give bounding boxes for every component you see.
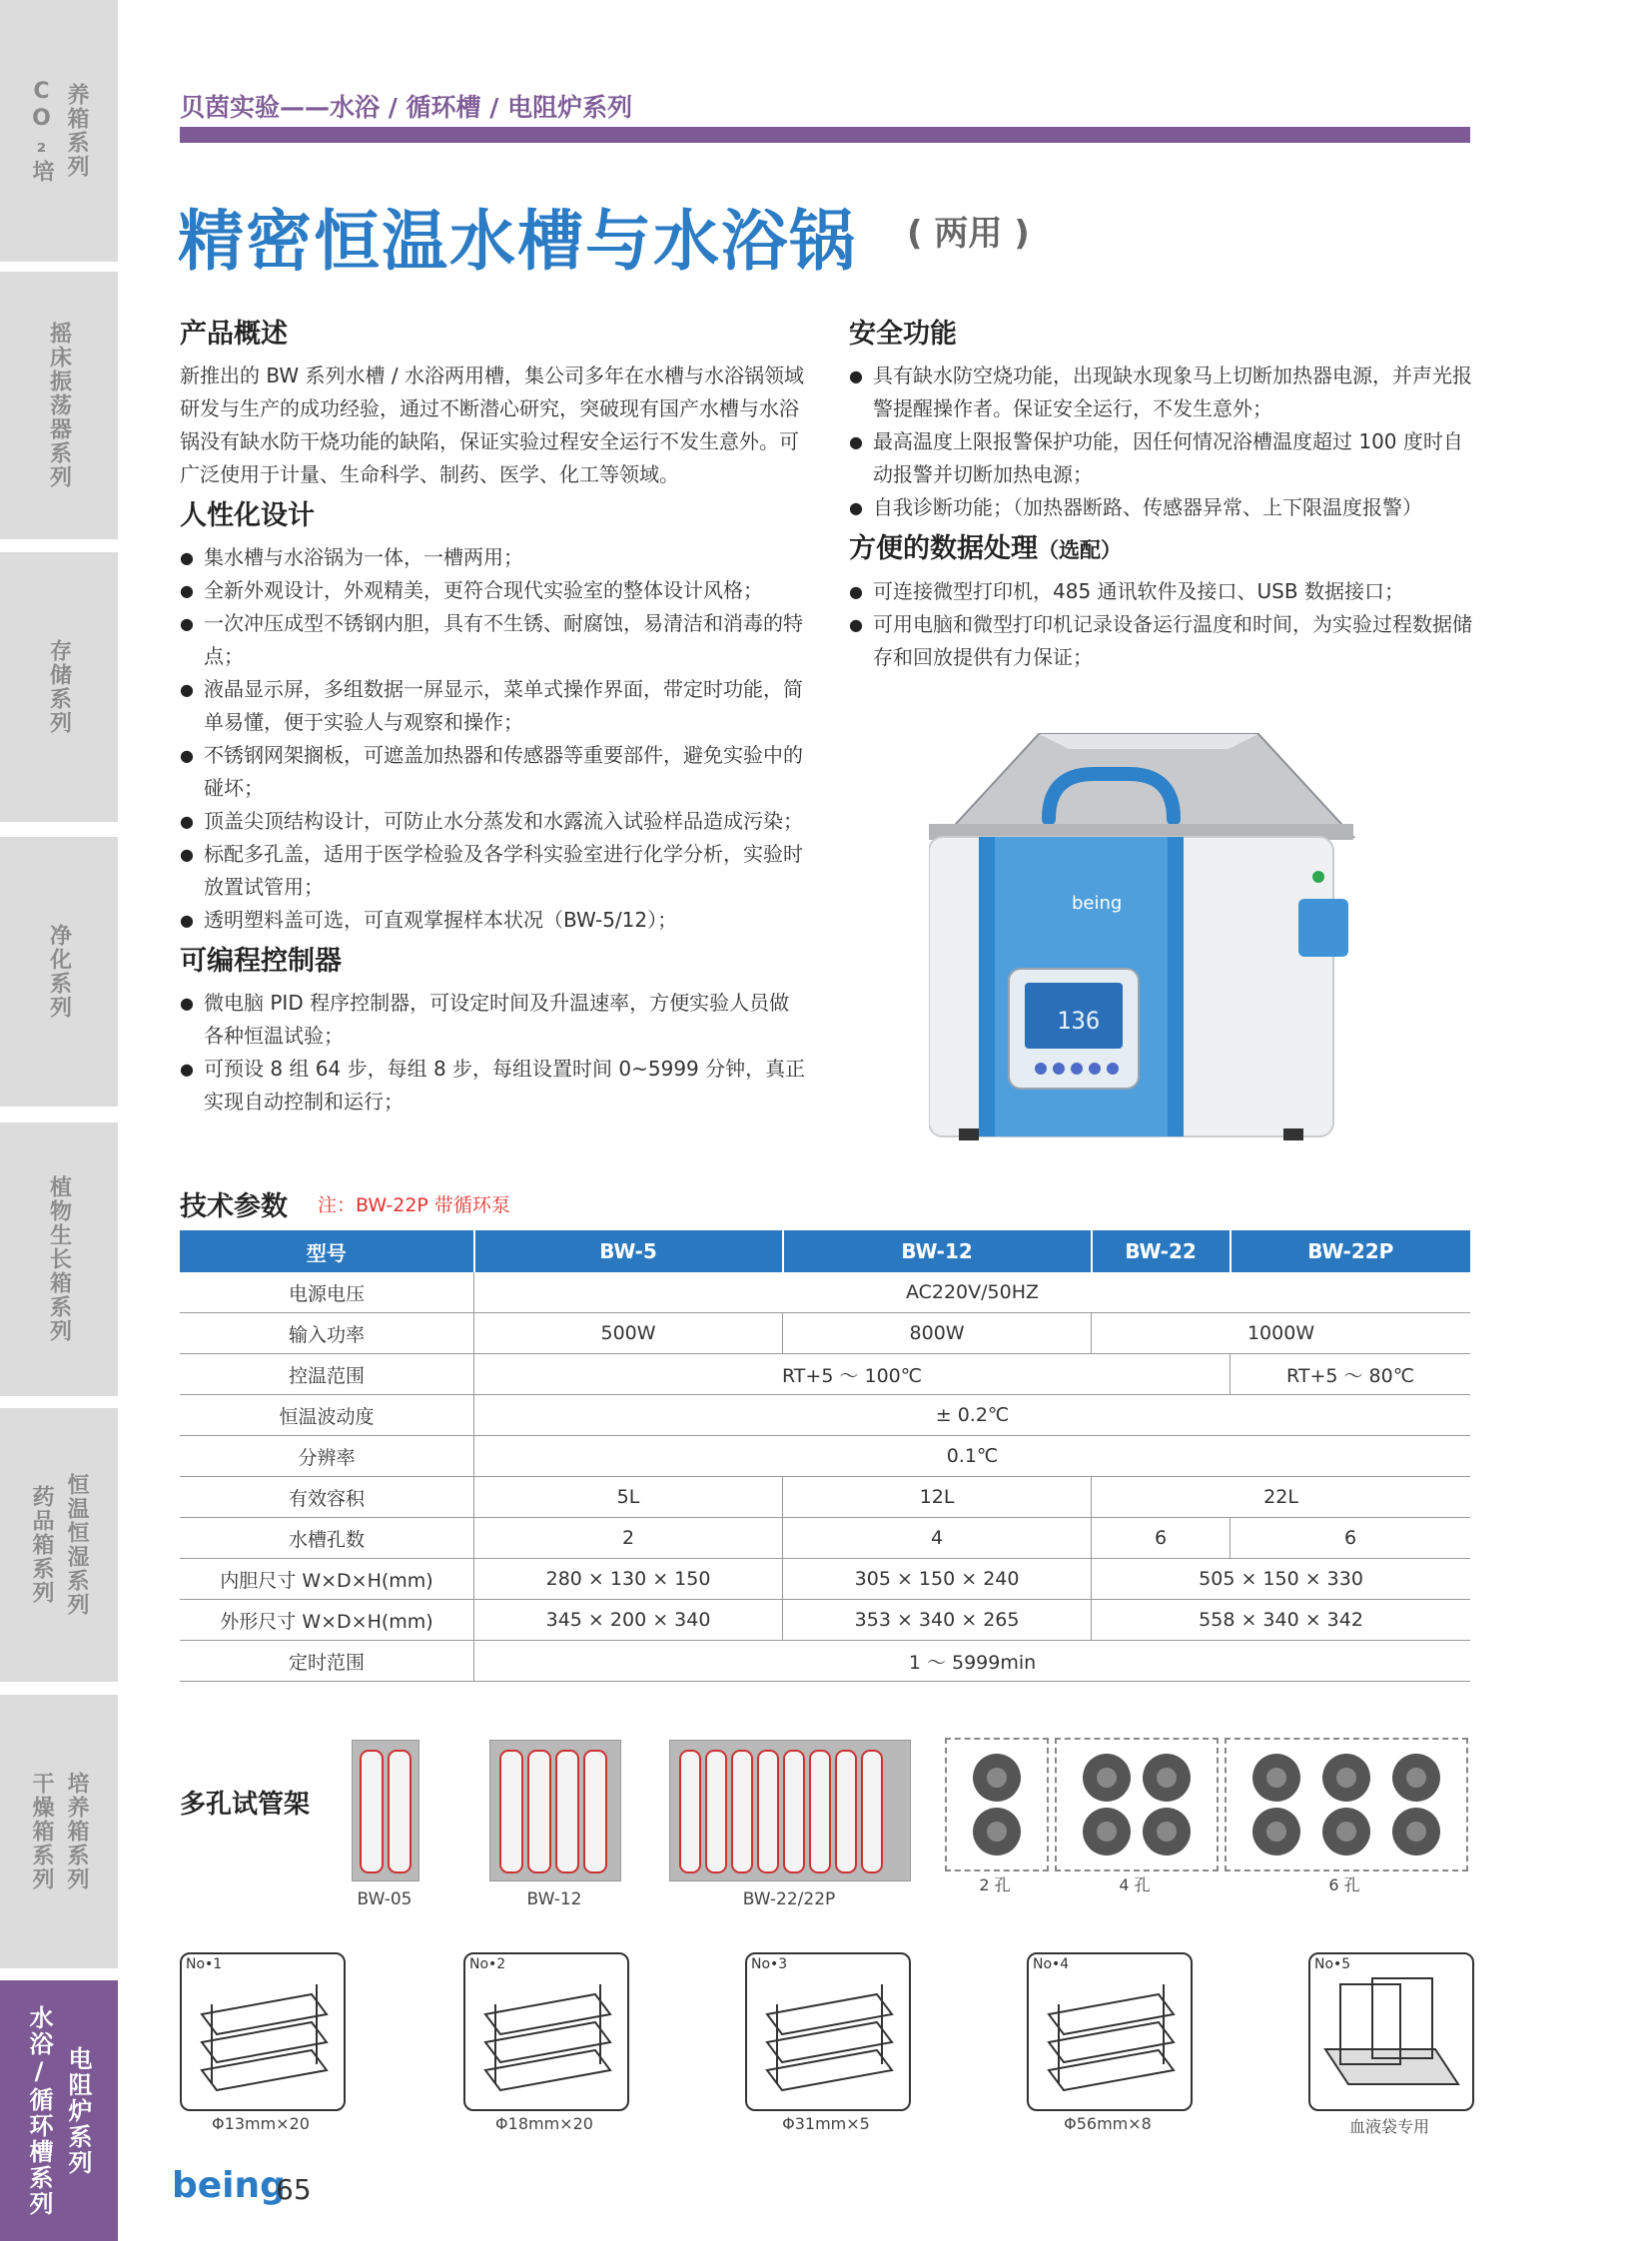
table-row: [180, 1395, 1470, 1436]
row-label: 控温范围: [180, 1354, 474, 1395]
list-item: ● 不锈钢网架搁板，可遮盖加热器和传感器等重要部件，避免实验中的碰坏；: [180, 739, 809, 805]
sidebar-tab-plant[interactable]: [0, 1122, 118, 1396]
controller-list: [180, 987, 809, 1119]
list-item: ● 可连接微型打印机，485 通讯软件及接口、USB 数据接口；: [849, 575, 1478, 608]
table-cell: 4: [783, 1518, 1092, 1559]
list-item: ● 可预设 8 组 64 步，每组 8 步，每组设置时间 0~5999 分钟，真正实现自动控制和运行；: [180, 1053, 809, 1119]
sidebar-tab-label: 恒温恒湿系列: [64, 1473, 89, 1617]
row-label: 分辨率: [180, 1436, 474, 1477]
tech-title: 技术参数: [180, 1191, 288, 1222]
safety-list: [849, 360, 1478, 524]
lid-6-holes: [1225, 1738, 1468, 1871]
table-header-row: [180, 1230, 1470, 1272]
table-cell: 345 × 200 × 340: [474, 1600, 783, 1641]
table-cell: 6: [1231, 1518, 1470, 1559]
table-cell: 0.1℃: [474, 1436, 1471, 1477]
list-item: ● 可用电脑和微型打印机记录设备运行温度和时间，为实验过程数据储存和回放提供有力保证；: [849, 608, 1478, 674]
lid-holes-icon: [1057, 1740, 1217, 1869]
table-header: BW-5: [474, 1230, 783, 1272]
brand-logo: being: [172, 2165, 286, 2206]
table-header: BW-22P: [1231, 1230, 1470, 1272]
list-item: ● 具有缺水防空烧功能，出现缺水现象马上切断加热器电源，并声光报警提醒操作者。保证安全运行，不发生意外；: [849, 360, 1478, 425]
rack-number: No•2: [469, 1956, 506, 1972]
table-cell: 1000W: [1092, 1313, 1470, 1354]
sidebar-tab-label: 摇床振荡器系列: [46, 322, 72, 489]
list-item: ● 集水槽与水浴锅为一体，一槽两用；: [180, 541, 809, 574]
table-row: [180, 1518, 1470, 1559]
row-label: 输入功率: [180, 1313, 474, 1354]
page-number: 65: [276, 2173, 312, 2206]
list-item: ● 一次冲压成型不锈钢内胆，具有不生锈、耐腐蚀，易清洁和消毒的特点；: [180, 607, 809, 673]
rack-photo-bw12: [489, 1740, 621, 1881]
right-column: [849, 318, 1478, 682]
rack-drawing-no1: [180, 1952, 346, 2111]
list-item: ● 顶盖尖顶结构设计，可防止水分蒸发和水露流入试验样品造成污染；: [180, 805, 809, 838]
row-label: 电源电压: [180, 1272, 474, 1313]
table-cell: 500W: [474, 1313, 783, 1354]
page-title-suffix: ( 两用 ): [907, 214, 1030, 254]
table-cell: 22L: [1092, 1477, 1470, 1518]
controller-title: 可编程控制器: [180, 946, 342, 977]
sidebar-tab-purification[interactable]: [0, 837, 118, 1107]
rack-spec: 血液袋专用: [1348, 2117, 1429, 2136]
sidebar-tab-label: 药品箱系列: [29, 1485, 54, 1605]
table-row: [180, 1641, 1470, 1682]
table-cell: 800W: [783, 1313, 1092, 1354]
table-cell: ± 0.2℃: [474, 1395, 1471, 1436]
table-cell: 558 × 340 × 342: [1092, 1600, 1470, 1641]
table-cell: 12L: [783, 1477, 1092, 1518]
sidebar-tab-drying[interactable]: [0, 1695, 118, 1968]
table-row: [180, 1600, 1470, 1641]
sidebar-tab-storage[interactable]: [0, 552, 118, 822]
rack-number: No•3: [751, 1956, 788, 1972]
sidebar-tab-medicine[interactable]: [0, 1408, 118, 1682]
table-row: [180, 1559, 1470, 1600]
sidebar-tab-label: 干燥箱系列: [29, 1772, 54, 1891]
rack-drawing-no4: [1027, 1952, 1193, 2111]
list-item: ● 标配多孔盖，适用于医学检验及各学科实验室进行化学分析，实验时放置试管用；: [180, 838, 809, 904]
lid-holes-icon: [1227, 1740, 1466, 1869]
lid-label: 4 孔: [1119, 1875, 1151, 1894]
rack-tubes-icon: [490, 1741, 620, 1880]
table-cell: 505 × 150 × 330: [1092, 1559, 1470, 1600]
list-item: ● 最高温度上限报警保护功能，因任何情况浴槽温度超过 100 度时自动报警并切断加热电源；: [849, 425, 1478, 491]
rack-line-icon: [1310, 1954, 1472, 2109]
rack-number: No•5: [1314, 1956, 1351, 1972]
rack-line-icon: [465, 1954, 627, 2109]
list-item: ● 透明塑料盖可选，可直观掌握样本状况（BW-5/12）；: [180, 904, 809, 937]
data-processing-title-text: 方便的数据处理: [849, 533, 1038, 564]
table-row: [180, 1354, 1470, 1395]
sidebar-tab-waterbath[interactable]: [0, 1980, 118, 2241]
lid-4-holes: [1055, 1738, 1219, 1871]
list-item: ● 全新外观设计，外观精美，更符合现代实验室的整体设计风格；: [180, 574, 809, 607]
rack-drawing-no5: [1308, 1952, 1474, 2111]
sidebar-tab-label: 养箱系列: [64, 83, 89, 179]
data-processing-list: [849, 575, 1478, 674]
table-row: [180, 1313, 1470, 1354]
product-display-value: 136: [1057, 1007, 1101, 1035]
rack-photo-bw05: [352, 1740, 419, 1881]
list-item: ● 自我诊断功能；（加热器断路、传感器异常、上下限温度报警）: [849, 491, 1478, 524]
row-label: 外形尺寸 W×D×H(mm): [180, 1600, 474, 1641]
tech-note: 注：BW-22P 带循环泵: [318, 1194, 510, 1216]
table-cell: AC220V/50HZ: [474, 1272, 1471, 1313]
sidebar-tab-label: 电阻炉系列: [64, 2045, 92, 2176]
row-label: 水槽孔数: [180, 1518, 474, 1559]
rack-photo-label: BW-12: [526, 1889, 582, 1909]
sidebar-tab-label: 净化系列: [46, 924, 72, 1020]
lid-label: 6 孔: [1328, 1875, 1360, 1894]
rack-tubes-icon: [670, 1741, 910, 1880]
list-item: ● 微电脑 PID 程序控制器，可设定时间及升温速率，方便实验人员做各种恒温试验；: [180, 987, 809, 1053]
rack-photo-label: BW-22/22P: [742, 1889, 836, 1909]
rack-drawing-no3: [745, 1952, 911, 2111]
sidebar-tab-label: CO₂培: [29, 78, 54, 184]
sidebar-tab-shaker[interactable]: [0, 272, 118, 539]
table-header: 型号: [180, 1230, 474, 1272]
lid-label: 2 孔: [979, 1875, 1011, 1894]
design-list: [180, 541, 809, 937]
spec-table: [180, 1230, 1470, 1682]
data-processing-optional: （选配）: [1038, 538, 1122, 562]
table-header: BW-12: [783, 1230, 1092, 1272]
table-cell: 5L: [474, 1477, 783, 1518]
table-cell: 1 ～ 5999min: [474, 1641, 1471, 1682]
design-title: 人性化设计: [180, 500, 315, 531]
row-label: 有效容积: [180, 1477, 474, 1518]
table-cell: 280 × 130 × 150: [474, 1559, 783, 1600]
row-label: 定时范围: [180, 1641, 474, 1682]
rack-drawing-no2: [463, 1952, 629, 2111]
rack-line-icon: [182, 1954, 344, 2109]
table-row: [180, 1272, 1470, 1313]
series-title: 贝茵实验——水浴 / 循环槽 / 电阻炉系列: [180, 93, 633, 122]
rack-spec: Φ56mm×8: [1064, 2114, 1152, 2133]
left-column: [180, 318, 809, 1126]
row-label: 恒温波动度: [180, 1395, 474, 1436]
rack-spec: Φ13mm×20: [212, 2114, 310, 2133]
data-processing-title: [849, 532, 1478, 567]
lid-holes-icon: [947, 1740, 1047, 1869]
page-title: 精密恒温水槽与水浴锅: [178, 203, 857, 280]
sidebar-tab-label: 存储系列: [46, 639, 72, 735]
table-row: [180, 1477, 1470, 1518]
rack-line-icon: [1029, 1954, 1191, 2109]
sidebar-tab-label: 水浴/循环槽系列: [25, 2004, 53, 2217]
table-cell: 305 × 150 × 240: [783, 1559, 1092, 1600]
safety-title: 安全功能: [849, 319, 957, 350]
rack-line-icon: [747, 1954, 909, 2109]
sidebar-tab-co2[interactable]: [0, 0, 118, 262]
rack-tubes-icon: [353, 1741, 418, 1880]
table-cell: 2: [474, 1518, 783, 1559]
table-cell: RT+5 ～ 80℃: [1231, 1354, 1470, 1395]
table-row: [180, 1436, 1470, 1477]
overview-text: 新推出的 BW 系列水槽 / 水浴两用槽，集公司多年在水槽与水浴锅领域研发与生产的成功经验，通过不断潜心研究，突破现有国产水槽与水浴锅没有缺水防干烧功能的缺陷，保证实验过程安全运行不发生意外。可广泛使用于计量、生命科学、制药、医学、化工等领域。: [180, 364, 804, 486]
row-label: 内胆尺寸 W×D×H(mm): [180, 1559, 474, 1600]
rack-photo-label: BW-05: [357, 1889, 413, 1909]
table-header: BW-22: [1092, 1230, 1231, 1272]
sidebar-tab-label: 培养箱系列: [64, 1772, 89, 1891]
lid-2-holes: [945, 1738, 1049, 1871]
rack-photo-bw22: [669, 1740, 911, 1881]
overview-title: 产品概述: [180, 319, 288, 350]
header-divider: [180, 127, 1470, 143]
rack-number: No•4: [1033, 1956, 1070, 1972]
product-brand-label: being: [1072, 893, 1123, 914]
rack-number: No•1: [186, 1956, 223, 1972]
list-item: ● 液晶显示屏，多组数据一屏显示，菜单式操作界面，带定时功能，简单易懂，便于实验人与观察和操作；: [180, 673, 809, 739]
table-cell: RT+5 ～ 100℃: [474, 1354, 1231, 1395]
racks-title: 多孔试管架: [180, 1790, 311, 1820]
table-cell: 6: [1092, 1518, 1231, 1559]
sidebar: [0, 0, 118, 2241]
rack-spec: Φ31mm×5: [782, 2114, 870, 2133]
rack-spec: Φ18mm×20: [495, 2114, 593, 2133]
table-cell: 353 × 340 × 265: [783, 1600, 1092, 1641]
sidebar-tab-label: 植物生长箱系列: [46, 1175, 72, 1343]
water-bath-illustration: [929, 729, 1368, 1168]
